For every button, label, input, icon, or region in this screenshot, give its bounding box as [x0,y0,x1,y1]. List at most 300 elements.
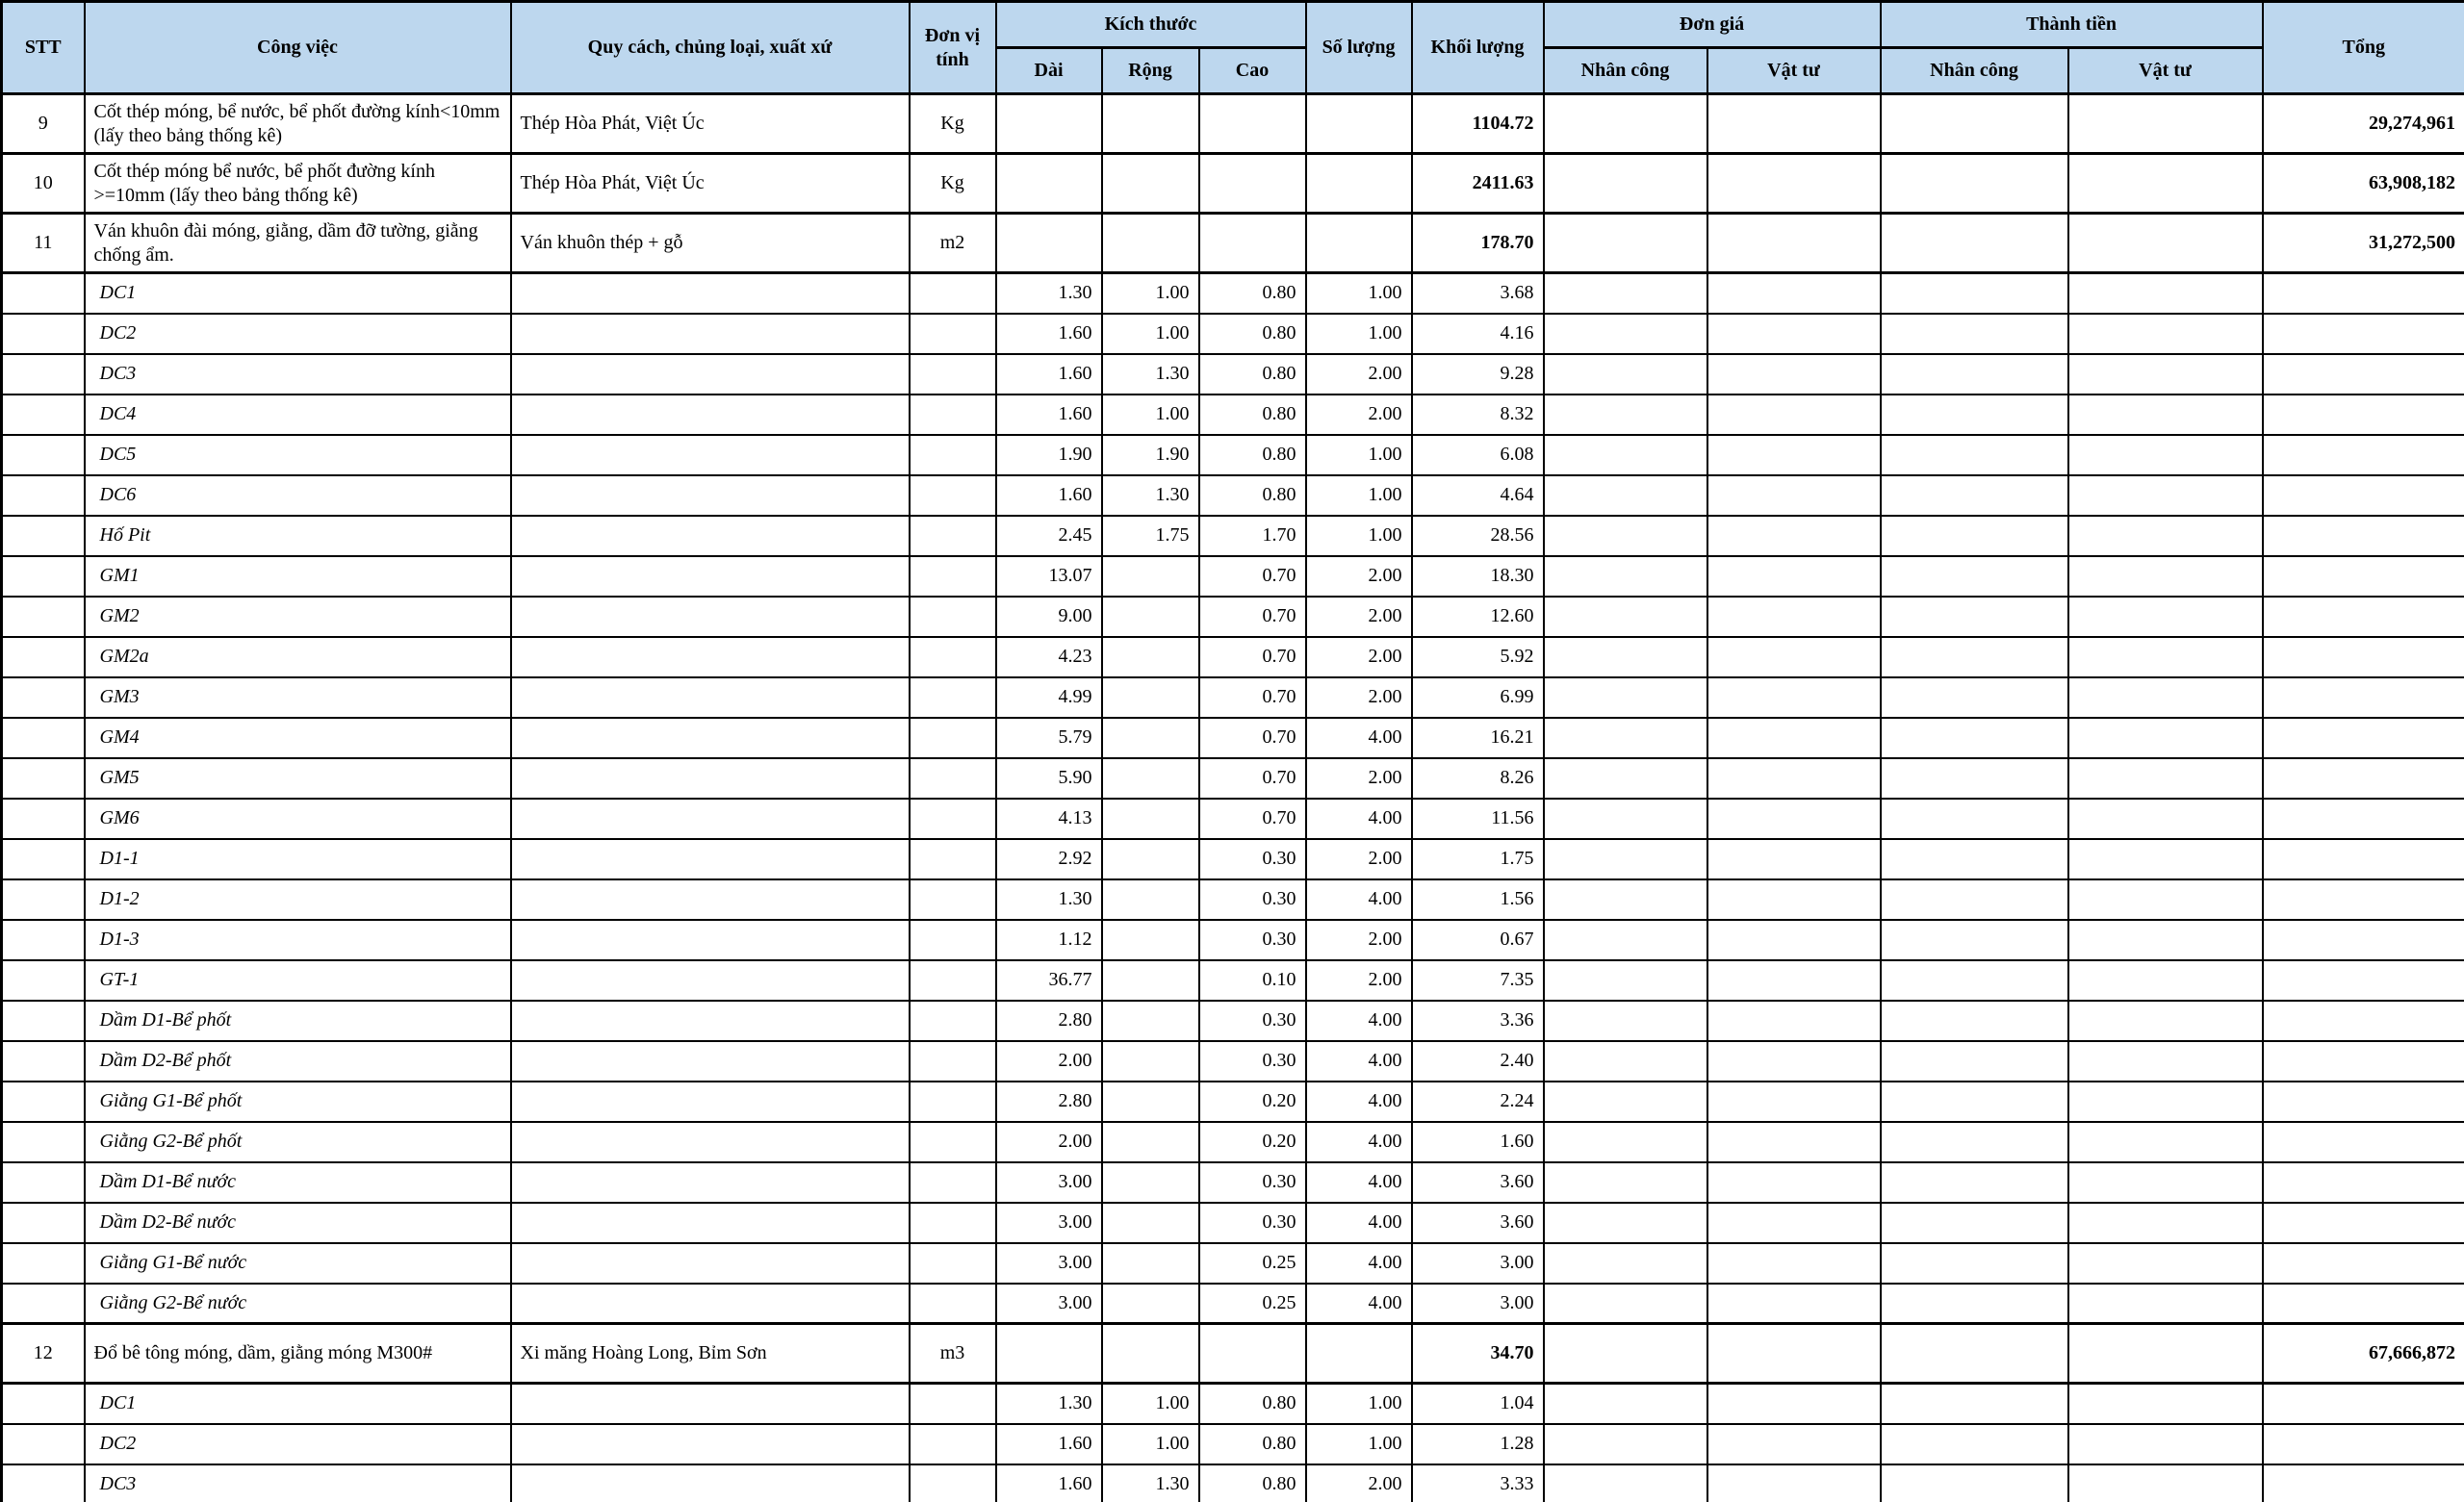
col-header-don-vi-tinh: Đơn vị tính [910,2,996,94]
cell-so-luong: 2.00 [1306,354,1412,395]
cell-rong [1102,960,1199,1001]
cell-thanh-tien-nhan-cong [1881,1082,2068,1122]
cell-cong-viec: Hố Pit [85,516,511,556]
col-header-don-gia-nhan-cong: Nhân công [1544,48,1707,94]
cell-khoi-luong: 3.60 [1412,1162,1544,1203]
cell-don-vi [910,273,996,314]
cell-cong-viec: GM1 [85,556,511,597]
cell-cao [1199,154,1306,214]
cell-quy-cach: Ván khuôn thép + gỗ [511,214,910,273]
cell-cong-viec: Dầm D1-Bể nước [85,1162,511,1203]
detail-row [2,435,2464,475]
cell-khoi-luong: 8.26 [1412,758,1544,799]
cell-tong [2263,1203,2464,1243]
cell-quy-cach: Thép Hòa Phát, Việt Úc [511,94,910,154]
cell-dai: 1.60 [996,354,1102,395]
cell-khoi-luong: 1.28 [1412,1424,1544,1464]
cell-don-gia-nhan-cong [1544,1041,1707,1082]
cell-don-gia-nhan-cong [1544,273,1707,314]
cell-stt [2,556,85,597]
cell-don-gia-vat-tu [1707,1464,1881,1502]
cell-khoi-luong: 18.30 [1412,556,1544,597]
col-header-rong: Rộng [1102,48,1199,94]
cell-cong-viec: GM2a [85,637,511,677]
cell-don-vi [910,718,996,758]
cell-so-luong: 1.00 [1306,1424,1412,1464]
detail-row [2,475,2464,516]
cell-stt [2,273,85,314]
cell-dai: 3.00 [996,1243,1102,1284]
cell-rong [1102,154,1199,214]
cell-don-gia-vat-tu [1707,314,1881,354]
cell-don-vi [910,1203,996,1243]
cell-thanh-tien-nhan-cong [1881,1324,2068,1384]
cell-tong [2263,1001,2464,1041]
cell-so-luong: 2.00 [1306,677,1412,718]
cell-don-gia-nhan-cong [1544,94,1707,154]
cell-thanh-tien-nhan-cong [1881,1162,2068,1203]
cell-thanh-tien-vat-tu [2068,1041,2263,1082]
cell-tong [2263,516,2464,556]
cell-tong [2263,435,2464,475]
cell-quy-cach [511,354,910,395]
cell-quy-cach [511,556,910,597]
cell-thanh-tien-nhan-cong [1881,475,2068,516]
cell-dai: 1.12 [996,920,1102,960]
cell-cong-viec: DC2 [85,314,511,354]
cell-khoi-luong: 2.24 [1412,1082,1544,1122]
cell-quy-cach [511,920,910,960]
detail-row [2,1001,2464,1041]
cell-stt [2,1424,85,1464]
cell-tong [2263,1041,2464,1082]
cell-tong [2263,839,2464,879]
cell-thanh-tien-vat-tu [2068,314,2263,354]
cell-khoi-luong: 8.32 [1412,395,1544,435]
cell-quy-cach [511,273,910,314]
table-header [2,2,2464,94]
cell-dai: 2.80 [996,1082,1102,1122]
cell-cong-viec: GT-1 [85,960,511,1001]
col-header-cong-viec: Công việc [85,2,511,94]
cell-stt [2,314,85,354]
cell-khoi-luong: 6.99 [1412,677,1544,718]
cell-khoi-luong: 1104.72 [1412,94,1544,154]
cell-don-vi: Kg [910,94,996,154]
cell-thanh-tien-vat-tu [2068,1324,2263,1384]
cell-dai: 4.23 [996,637,1102,677]
cell-thanh-tien-vat-tu [2068,154,2263,214]
cell-don-gia-vat-tu [1707,1324,1881,1384]
cell-rong [1102,879,1199,920]
cell-don-gia-nhan-cong [1544,1162,1707,1203]
col-header-don-gia: Đơn giá [1544,2,1881,48]
cell-so-luong: 1.00 [1306,435,1412,475]
cell-dai [996,1324,1102,1384]
cell-tong [2263,1464,2464,1502]
cell-dai: 2.00 [996,1122,1102,1162]
cell-don-gia-nhan-cong [1544,395,1707,435]
cell-don-gia-nhan-cong [1544,879,1707,920]
cell-dai: 1.60 [996,1464,1102,1502]
cell-quy-cach [511,1162,910,1203]
cell-quy-cach [511,516,910,556]
detail-row [2,395,2464,435]
cell-don-vi [910,1424,996,1464]
cell-so-luong: 4.00 [1306,1284,1412,1324]
cell-don-vi [910,1162,996,1203]
cell-quy-cach [511,314,910,354]
cell-thanh-tien-nhan-cong [1881,1284,2068,1324]
cell-rong [1102,556,1199,597]
cell-quy-cach [511,677,910,718]
cell-cao: 0.70 [1199,718,1306,758]
cell-dai: 13.07 [996,556,1102,597]
table-body [2,94,2464,1502]
cell-dai: 1.60 [996,314,1102,354]
cell-rong [1102,637,1199,677]
cell-quy-cach [511,637,910,677]
cell-khoi-luong: 2411.63 [1412,154,1544,214]
cell-quy-cach [511,1243,910,1284]
cell-tong [2263,1384,2464,1424]
cell-tong: 29,274,961 [2263,94,2464,154]
cell-cao: 0.80 [1199,314,1306,354]
detail-row [2,1203,2464,1243]
cell-thanh-tien-nhan-cong [1881,920,2068,960]
cell-rong [1102,1122,1199,1162]
cell-so-luong: 2.00 [1306,960,1412,1001]
detail-row [2,839,2464,879]
cell-thanh-tien-vat-tu [2068,1284,2263,1324]
cell-khoi-luong: 12.60 [1412,597,1544,637]
cell-tong [2263,677,2464,718]
cell-cong-viec: DC2 [85,1424,511,1464]
cell-don-gia-vat-tu [1707,1284,1881,1324]
cell-stt [2,1284,85,1324]
cell-stt [2,1243,85,1284]
cell-stt [2,677,85,718]
cell-don-gia-vat-tu [1707,758,1881,799]
cell-don-vi [910,516,996,556]
cell-tong [2263,556,2464,597]
cell-thanh-tien-vat-tu [2068,435,2263,475]
cell-thanh-tien-nhan-cong [1881,879,2068,920]
cell-cong-viec: Đổ bê tông móng, dầm, giằng móng M300# [85,1324,511,1384]
cell-don-vi [910,1464,996,1502]
cell-so-luong: 2.00 [1306,556,1412,597]
cell-rong [1102,1284,1199,1324]
cell-so-luong: 1.00 [1306,273,1412,314]
detail-row [2,920,2464,960]
cell-don-gia-vat-tu [1707,1001,1881,1041]
cell-tong [2263,960,2464,1001]
cell-so-luong: 1.00 [1306,1384,1412,1424]
cell-rong: 1.00 [1102,395,1199,435]
cell-so-luong: 2.00 [1306,637,1412,677]
cell-don-gia-nhan-cong [1544,475,1707,516]
cell-thanh-tien-nhan-cong [1881,839,2068,879]
cell-quy-cach [511,879,910,920]
cell-quy-cach [511,1041,910,1082]
cell-stt [2,1001,85,1041]
detail-row [2,718,2464,758]
cell-khoi-luong: 7.35 [1412,960,1544,1001]
cell-cao: 0.30 [1199,920,1306,960]
cell-don-gia-nhan-cong [1544,314,1707,354]
cell-thanh-tien-vat-tu [2068,1203,2263,1243]
cell-khoi-luong: 1.56 [1412,879,1544,920]
cell-cao [1199,214,1306,273]
cell-don-gia-nhan-cong [1544,839,1707,879]
cell-thanh-tien-vat-tu [2068,799,2263,839]
cell-cong-viec: DC4 [85,395,511,435]
cell-tong [2263,1122,2464,1162]
cell-quy-cach [511,597,910,637]
cell-stt [2,1041,85,1082]
cell-thanh-tien-vat-tu [2068,1162,2263,1203]
cell-cao: 0.30 [1199,1162,1306,1203]
cell-don-vi: Kg [910,154,996,214]
cell-don-gia-nhan-cong [1544,1284,1707,1324]
cell-cong-viec: DC3 [85,1464,511,1502]
cell-tong: 31,272,500 [2263,214,2464,273]
cell-thanh-tien-nhan-cong [1881,214,2068,273]
cell-quy-cach [511,960,910,1001]
cell-tong: 63,908,182 [2263,154,2464,214]
cell-stt [2,1203,85,1243]
cell-so-luong: 1.00 [1306,516,1412,556]
cell-don-gia-vat-tu [1707,154,1881,214]
cell-tong [2263,718,2464,758]
cell-thanh-tien-nhan-cong [1881,597,2068,637]
detail-row [2,1122,2464,1162]
item-row [2,154,2464,214]
cell-stt [2,960,85,1001]
cell-don-vi [910,879,996,920]
item-row [2,94,2464,154]
cell-thanh-tien-vat-tu [2068,475,2263,516]
col-header-so-luong: Số lượng [1306,2,1412,94]
cell-don-gia-nhan-cong [1544,718,1707,758]
cell-don-gia-nhan-cong [1544,677,1707,718]
cell-rong [1102,1203,1199,1243]
cell-dai: 2.00 [996,1041,1102,1082]
detail-row [2,516,2464,556]
cell-so-luong [1306,154,1412,214]
cell-don-vi [910,1041,996,1082]
cell-cong-viec: Giằng G2-Bể phốt [85,1122,511,1162]
cell-khoi-luong: 1.04 [1412,1384,1544,1424]
cell-don-gia-vat-tu [1707,1424,1881,1464]
cell-cong-viec: DC1 [85,1384,511,1424]
cell-so-luong [1306,94,1412,154]
cell-don-gia-vat-tu [1707,94,1881,154]
cell-don-vi [910,597,996,637]
cell-don-gia-vat-tu [1707,1122,1881,1162]
col-header-dai: Dài [996,48,1102,94]
cell-dai: 1.30 [996,879,1102,920]
cell-don-vi [910,920,996,960]
cell-thanh-tien-nhan-cong [1881,556,2068,597]
detail-row [2,1384,2464,1424]
col-header-khoi-luong: Khối lượng [1412,2,1544,94]
cell-quy-cach [511,718,910,758]
cell-dai: 5.90 [996,758,1102,799]
cell-quy-cach [511,435,910,475]
cell-cao: 0.30 [1199,1041,1306,1082]
cell-thanh-tien-nhan-cong [1881,677,2068,718]
cell-thanh-tien-vat-tu [2068,677,2263,718]
cell-quy-cach [511,758,910,799]
cell-khoi-luong: 6.08 [1412,435,1544,475]
cell-stt [2,920,85,960]
cell-cong-viec: Giằng G1-Bể phốt [85,1082,511,1122]
detail-row [2,1284,2464,1324]
cell-don-gia-nhan-cong [1544,214,1707,273]
detail-row [2,273,2464,314]
cell-cao [1199,94,1306,154]
cell-thanh-tien-vat-tu [2068,960,2263,1001]
cell-thanh-tien-nhan-cong [1881,395,2068,435]
cell-khoi-luong: 1.60 [1412,1122,1544,1162]
cell-thanh-tien-nhan-cong [1881,1384,2068,1424]
cell-don-vi [910,839,996,879]
cell-so-luong: 4.00 [1306,799,1412,839]
cell-quy-cach [511,395,910,435]
cell-cao: 0.80 [1199,1464,1306,1502]
cell-thanh-tien-vat-tu [2068,1243,2263,1284]
col-header-thanh-tien: Thành tiền [1881,2,2263,48]
cell-khoi-luong: 4.64 [1412,475,1544,516]
cell-tong [2263,799,2464,839]
cell-quy-cach [511,1082,910,1122]
cell-so-luong: 1.00 [1306,314,1412,354]
cell-stt [2,839,85,879]
cell-khoi-luong: 178.70 [1412,214,1544,273]
cell-don-gia-nhan-cong [1544,1082,1707,1122]
cell-so-luong: 2.00 [1306,839,1412,879]
cell-don-gia-nhan-cong [1544,758,1707,799]
col-header-thanh-tien-nhan-cong: Nhân công [1881,48,2068,94]
cell-rong: 1.90 [1102,435,1199,475]
cell-stt: 10 [2,154,85,214]
cell-dai: 3.00 [996,1203,1102,1243]
cell-stt: 11 [2,214,85,273]
cell-dai: 3.00 [996,1162,1102,1203]
cell-don-gia-vat-tu [1707,677,1881,718]
cell-khoi-luong: 2.40 [1412,1041,1544,1082]
cell-dai: 2.92 [996,839,1102,879]
cell-rong [1102,839,1199,879]
cell-cong-viec: Dầm D1-Bể phốt [85,1001,511,1041]
cell-tong [2263,597,2464,637]
cell-quy-cach [511,839,910,879]
cell-don-gia-vat-tu [1707,839,1881,879]
cell-thanh-tien-nhan-cong [1881,799,2068,839]
detail-row [2,758,2464,799]
cell-khoi-luong: 16.21 [1412,718,1544,758]
cell-don-gia-nhan-cong [1544,1243,1707,1284]
cell-tong [2263,1162,2464,1203]
cell-quy-cach [511,799,910,839]
cell-rong [1102,1082,1199,1122]
cell-don-gia-nhan-cong [1544,435,1707,475]
cell-don-vi [910,314,996,354]
cell-tong [2263,1424,2464,1464]
cell-stt [2,879,85,920]
cell-dai [996,94,1102,154]
cell-thanh-tien-vat-tu [2068,879,2263,920]
cell-so-luong: 4.00 [1306,1041,1412,1082]
cell-don-gia-vat-tu [1707,920,1881,960]
cell-thanh-tien-vat-tu [2068,354,2263,395]
cell-cao: 0.70 [1199,758,1306,799]
cell-tong [2263,758,2464,799]
cell-rong [1102,920,1199,960]
cell-cong-viec: DC5 [85,435,511,475]
cell-thanh-tien-nhan-cong [1881,354,2068,395]
cell-thanh-tien-nhan-cong [1881,1203,2068,1243]
col-header-cao: Cao [1199,48,1306,94]
cell-thanh-tien-vat-tu [2068,1424,2263,1464]
cell-don-gia-vat-tu [1707,1082,1881,1122]
cell-rong: 1.30 [1102,1464,1199,1502]
cell-cao: 1.70 [1199,516,1306,556]
cell-thanh-tien-vat-tu [2068,758,2263,799]
cell-thanh-tien-vat-tu [2068,597,2263,637]
cell-khoi-luong: 28.56 [1412,516,1544,556]
cell-don-vi [910,435,996,475]
cell-thanh-tien-vat-tu [2068,1464,2263,1502]
col-header-kich-thuoc: Kích thước [996,2,1306,48]
cell-cao: 0.20 [1199,1082,1306,1122]
cell-stt [2,637,85,677]
cell-thanh-tien-vat-tu [2068,1122,2263,1162]
cell-thanh-tien-nhan-cong [1881,94,2068,154]
cell-stt [2,1464,85,1502]
cell-cao: 0.80 [1199,354,1306,395]
cell-so-luong: 4.00 [1306,1243,1412,1284]
cell-dai: 2.45 [996,516,1102,556]
cell-thanh-tien-nhan-cong [1881,1464,2068,1502]
cell-cao: 0.70 [1199,597,1306,637]
cell-thanh-tien-nhan-cong [1881,1041,2068,1082]
cell-don-gia-vat-tu [1707,556,1881,597]
cell-stt [2,1162,85,1203]
col-header-tong: Tổng [2263,2,2464,94]
cell-dai: 1.30 [996,1384,1102,1424]
cell-cong-viec: GM3 [85,677,511,718]
cell-thanh-tien-nhan-cong [1881,154,2068,214]
cell-rong [1102,597,1199,637]
cell-cong-viec: Ván khuôn đài móng, giằng, dầm đỡ tường, giằng chống ẩm. [85,214,511,273]
cell-stt [2,435,85,475]
cell-tong [2263,475,2464,516]
cell-khoi-luong: 34.70 [1412,1324,1544,1384]
cell-don-gia-vat-tu [1707,637,1881,677]
cell-cong-viec: GM5 [85,758,511,799]
item-row [2,214,2464,273]
cell-tong [2263,1243,2464,1284]
cell-so-luong: 2.00 [1306,1464,1412,1502]
cell-tong [2263,879,2464,920]
cell-quy-cach [511,1001,910,1041]
cell-stt [2,718,85,758]
cell-don-vi [910,1284,996,1324]
detail-row [2,354,2464,395]
cell-cong-viec: Cốt thép móng bể nước, bể phốt đường kính >=10mm (lấy theo bảng thống kê) [85,154,511,214]
